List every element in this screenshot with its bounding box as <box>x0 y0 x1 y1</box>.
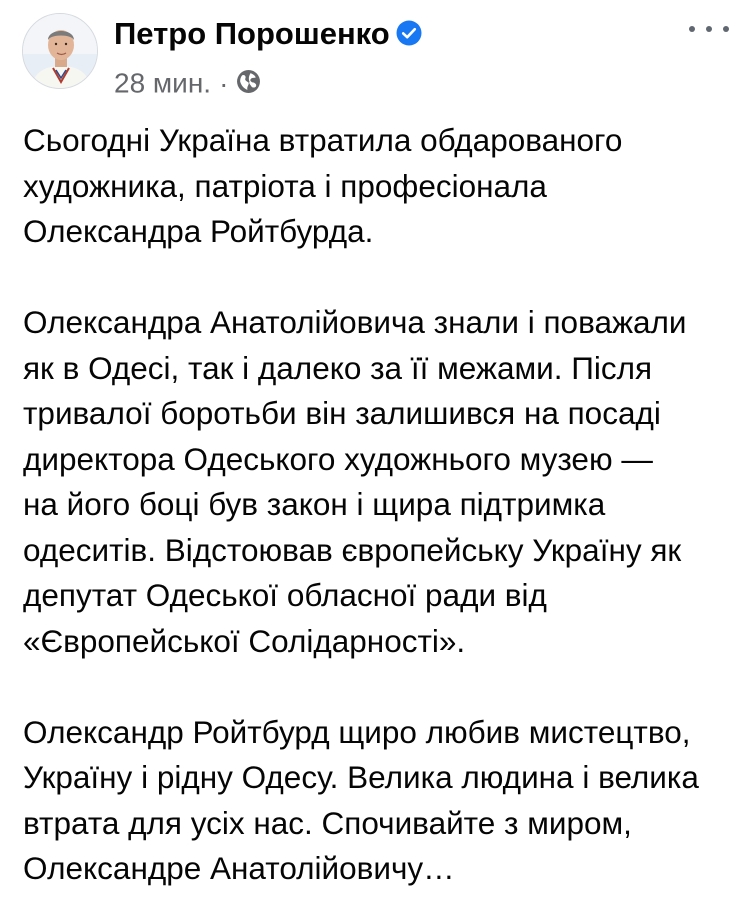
meta-separator: · <box>219 67 229 99</box>
avatar-portrait-image <box>23 14 98 89</box>
more-options-icon <box>689 26 695 32</box>
more-options-icon-dot <box>723 26 729 32</box>
globe-icon[interactable] <box>236 69 261 94</box>
verified-badge-icon <box>396 20 422 46</box>
paragraph-spacer <box>23 664 735 710</box>
post-header <box>0 0 749 110</box>
post-text-line: як в Одесі, так і далеко за її межами. Після <box>23 349 653 386</box>
post-paragraph-3 <box>23 710 735 892</box>
post-text-line: директора Одеського художнього музею — <box>23 440 653 477</box>
more-options-button[interactable] <box>689 14 729 44</box>
post-text-line: тривалої боротьби він залишився на посаді <box>23 395 661 431</box>
post-text-line: Сьогодні Україна втратила обдарованого <box>23 122 623 158</box>
post-text-line: «Європейської Солідарності». <box>23 622 466 659</box>
more-options-icon-dot <box>706 26 712 32</box>
post-text-line: втрата для усіх нас. Спочивайте з миром, <box>23 804 632 841</box>
post-timestamp[interactable]: 28 мин. <box>114 67 212 99</box>
post-text-line: Олександра Анатолійовича знали і поважали <box>23 304 687 340</box>
author-avatar[interactable] <box>22 13 98 89</box>
post-text-line: художника, патріота і професіонала <box>23 167 547 204</box>
post-paragraph-1 <box>23 118 735 255</box>
post-text-line: одеситів. Відстоював європейську Україну як <box>23 531 682 568</box>
author-name-row[interactable] <box>114 14 422 54</box>
post-text-line: Олександре Анатолійовичу… <box>23 850 455 886</box>
post-text-line: Олександра Ройтбурда. <box>23 213 374 249</box>
post-meta <box>114 62 261 102</box>
post-text-line: Олександр Ройтбурд щиро любив мистецтво, <box>23 713 691 750</box>
post-text-line: Україну і рідну Одесу. Велика людина і велика <box>23 759 699 795</box>
post-text-line: на його боці був закон і щира підтримка <box>23 486 606 522</box>
post-text-line: депутат Одеської обласної ради від <box>23 577 547 613</box>
post-paragraph-2 <box>23 300 735 664</box>
paragraph-spacer <box>23 255 735 301</box>
author-name[interactable]: Петро Порошенко <box>114 16 390 51</box>
post-text <box>23 118 735 892</box>
